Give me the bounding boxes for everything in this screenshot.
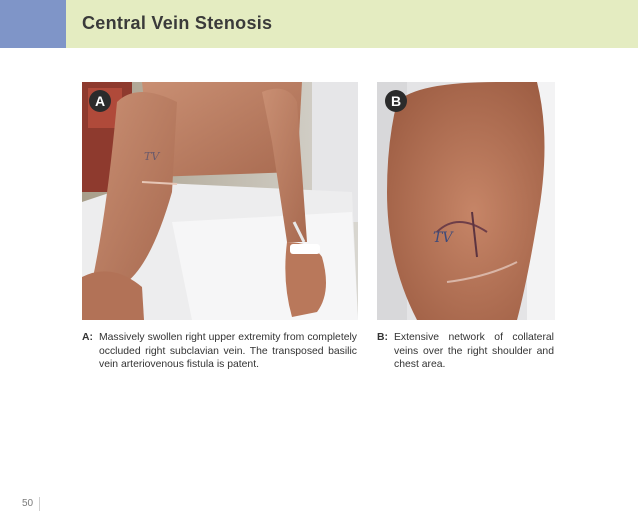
handwriting-b: TV bbox=[433, 230, 453, 246]
handwriting-a: TV bbox=[144, 150, 160, 163]
photo-b bbox=[377, 82, 555, 320]
caption-b-text: Extensive network of collateral veins over the right shoulder and chest area. bbox=[394, 332, 554, 370]
photo-a bbox=[82, 82, 358, 320]
figure-badge-b: B bbox=[385, 90, 407, 112]
figure-badge-a: A bbox=[89, 90, 111, 112]
header-accent-block bbox=[0, 0, 66, 48]
caption-a-label: A: bbox=[82, 332, 93, 343]
page-number-divider bbox=[39, 497, 40, 511]
page-number: 50 bbox=[22, 498, 34, 509]
caption-b bbox=[377, 331, 555, 373]
caption-a bbox=[82, 331, 358, 373]
caption-a-text: Massively swollen right upper extremity from completely occluded right subclavian vein. The transposed basilic vein arteriovenous fistula is patent. bbox=[99, 332, 357, 370]
caption-b-label: B: bbox=[377, 332, 388, 343]
page-title: Central Vein Stenosis bbox=[82, 13, 273, 33]
